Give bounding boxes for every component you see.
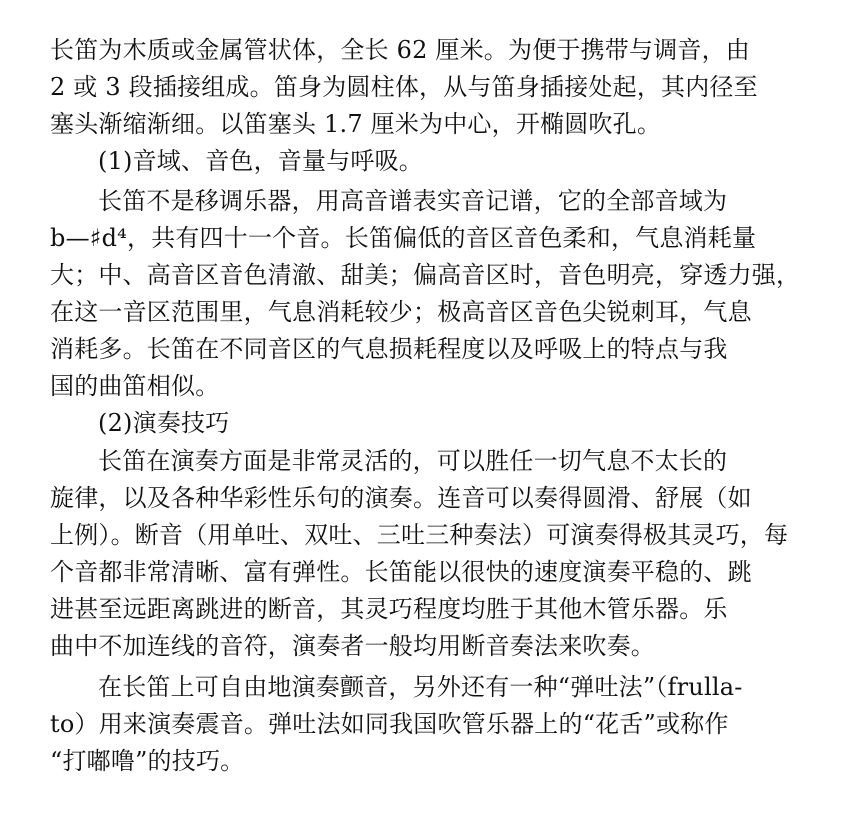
text-line: 消耗多。长笛在不同音区的气息损耗程度以及呼吸上的特点与我	[50, 335, 728, 363]
text-line: 国的曲笛相似。	[50, 372, 220, 400]
text-line: 曲中不加连线的音符，演奏者一般均用断音奏法来吹奏。	[50, 632, 655, 660]
section-heading: (1)音域、音色，音量与呼吸。	[98, 147, 423, 175]
text-line: 个音都非常清晰、富有弹性。长笛能以很快的速度演奏平稳的、跳	[50, 558, 752, 586]
text-line: 旋律，以及各种华彩性乐句的演奏。连音可以奏得圆滑、舒展（如	[50, 484, 752, 512]
text-line: 塞头渐缩渐细。以笛塞头 1.7 厘米为中心，开椭圆吹孔。	[50, 110, 662, 138]
section-heading: (2)演奏技巧	[98, 409, 230, 437]
text-line: 2 或 3 段插接组成。笛身为圆柱体，从与笛身插接处起，其内径至	[50, 73, 758, 101]
text-line: 大；中、高音区音色清澈、甜美；偏高音区时，音色明亮，穿透力强，	[50, 261, 801, 289]
text-line: to）用来演奏震音。弹吐法如同我国吹管乐器上的“花舌”或称作	[50, 710, 729, 738]
text-line: 长笛在演奏方面是非常灵活的，可以胜任一切气息不太长的	[98, 447, 728, 475]
text-line: 在这一音区范围里，气息消耗较少；极高音区音色尖锐刺耳，气息	[50, 298, 752, 326]
text-line: 上例）。断音（用单吐、双吐、三吐三种奏法）可演奏得极其灵巧，每	[50, 521, 789, 549]
text-line: 长笛为木质或金属管状体，全长 62 厘米。为便于携带与调音，由	[50, 36, 750, 64]
text-line: “打嘟噜”的技巧。	[50, 747, 245, 775]
text-line: 长笛不是移调乐器，用高音谱表实音记谱，它的全部音域为	[98, 187, 728, 215]
text-line: 在长笛上可自由地演奏颤音，另外还有一种“弹吐法”（frulla-	[98, 673, 743, 701]
text-line: 进甚至远距离跳进的断音，其灵巧程度均胜于其他木管乐器。乐	[50, 595, 728, 623]
text-line: b—♯d⁴，共有四十一个音。长笛偏低的音区音色柔和，气息消耗量	[50, 224, 757, 252]
